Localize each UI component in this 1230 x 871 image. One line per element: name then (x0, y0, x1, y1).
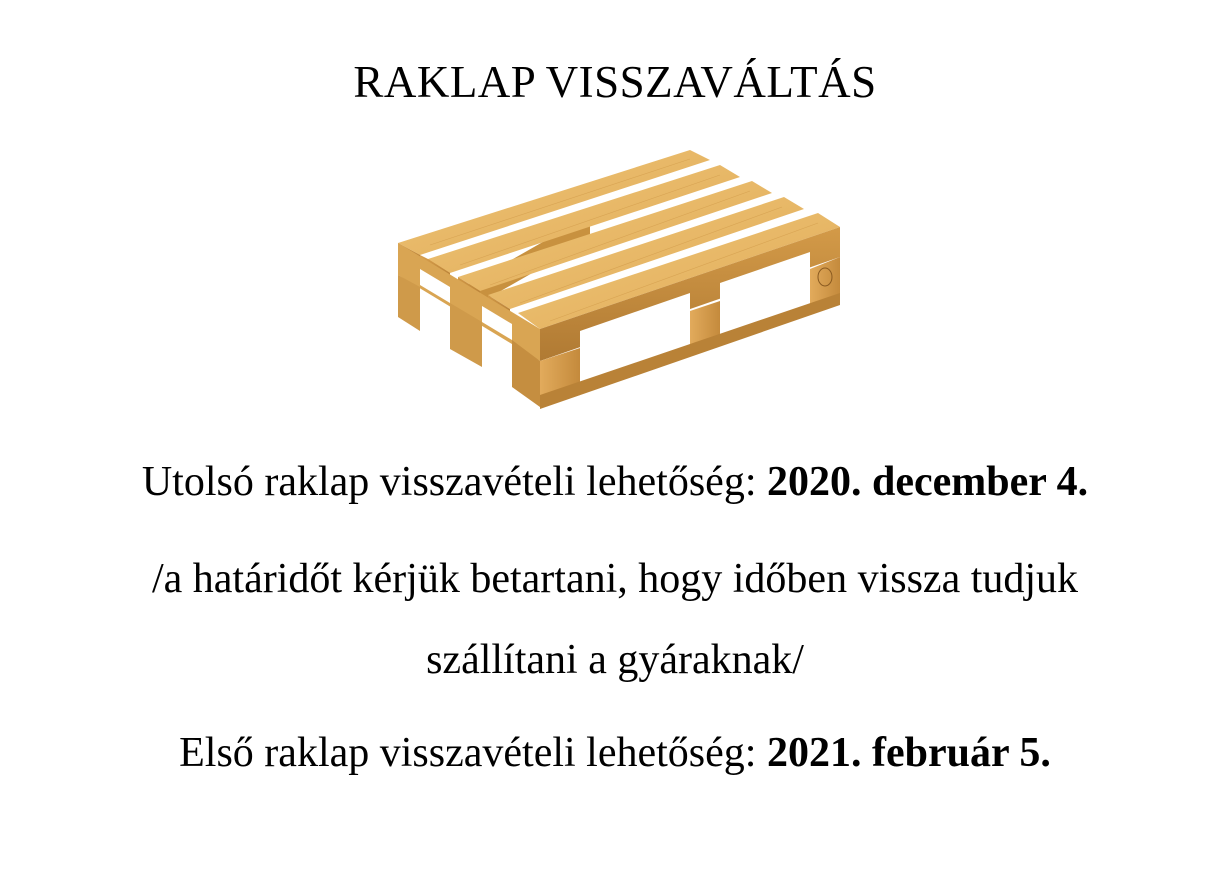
first-return-label: Első raklap visszavételi lehetőség: (179, 730, 767, 776)
note-line-1: /a határidőt kérjük betartani, hogy időben vissza tudjuk (151, 556, 1079, 602)
last-return-line (0, 457, 1230, 507)
pallet-image (390, 145, 850, 415)
first-return-date: 2021. február 5. (766, 730, 1051, 776)
note-line-2: szállítani a gyáraknak/ (426, 637, 804, 683)
first-return-line (0, 728, 1230, 778)
last-return-label: Utolsó raklap visszavételi lehetőség: (141, 459, 767, 505)
page-title: RAKLAP VISSZAVÁLTÁS (353, 57, 877, 107)
last-return-date: 2020. december 4. (767, 459, 1089, 505)
